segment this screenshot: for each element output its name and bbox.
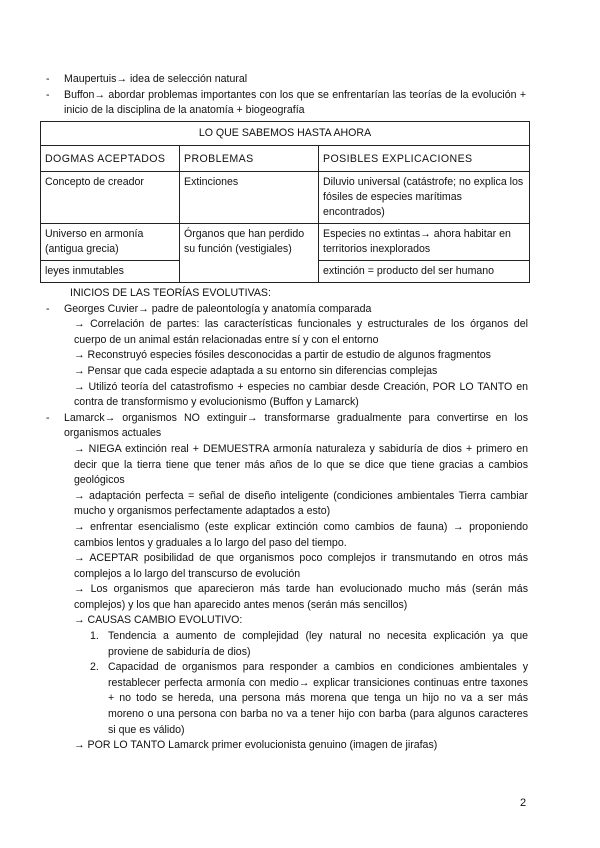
lamarck-point: → enfrentar esencialismo (este explicar extinción como cambios de fauna) → proponiendo cambios lentos y graduales a lo largo del paso del tiempo. [74, 520, 528, 549]
cuvier-point: → Reconstruyó especies fósiles desconocidas a partir de estudio de algunos fragmentos [74, 349, 491, 362]
table-header-row [41, 146, 530, 172]
table-cell: Especies no extintas→ ahora habitar en territorios inexplorados [319, 224, 530, 261]
bullet-cuvier [46, 302, 528, 318]
table-title: LO QUE SABEMOS HASTA AHORA [41, 122, 530, 146]
intro-bullet-list [46, 72, 526, 119]
causes-list [46, 629, 528, 738]
bullet-heading: Lamarck→ organismos NO extinguir→ transformarse gradualmente para convertirse en los organismos actuales [64, 411, 528, 440]
bullet-heading: Georges Cuvier→ padre de paleontología y anatomía comparada [64, 302, 372, 315]
table-row [41, 224, 530, 261]
page-number: 2 [520, 797, 527, 809]
section-title: INICIOS DE LAS TEORÍAS EVOLUTIVAS: [70, 287, 271, 299]
table-cell: Extinciones [180, 172, 319, 224]
table-cell: leyes inmutables [41, 261, 180, 283]
table-cell: Universo en armonía (antigua grecia) [41, 224, 180, 261]
bullet-marker: - [46, 302, 50, 315]
cuvier-point: → Utilizó teoría del catastrofismo + especies no cambiar desde Creación, POR LO TANTO en contra de transformismo y evolucionismo (Buffon y Lamarck) [74, 380, 528, 409]
lamarck-point: → CAUSAS CAMBIO EVOLUTIVO: [74, 614, 243, 627]
lamarck-point: → adaptación perfecta = señal de diseño inteligente (condiciones ambientales Tierra cambiar mucho y organismos perfectamente adaptados a esto) [74, 489, 528, 518]
cuvier-point: → Pensar que cada especie adaptada a su entorno sin diferencias complejas [74, 364, 438, 377]
table-row [41, 172, 530, 224]
header-dogmas: DOGMAS ACEPTADOS [41, 146, 180, 172]
knowledge-table [40, 121, 530, 283]
header-problemas: PROBLEMAS [180, 146, 319, 172]
bullet-buffon [46, 88, 526, 119]
list-number: 1. [90, 630, 99, 643]
table-cell: extinción = producto del ser humano [319, 261, 530, 283]
list-text: Tendencia a aumento de complejidad (ley natural no necesita explicación ya que proviene de sabiduría de dios) [108, 630, 528, 658]
lamarck-conclusion: → POR LO TANTO Lamarck primer evolucionista genuino (imagen de jirafas) [74, 739, 438, 752]
bullet-text: Maupertuis→ idea de selección natural [64, 73, 248, 85]
table-title-row [41, 122, 530, 146]
list-item [46, 660, 528, 738]
bullet-lamarck [46, 411, 528, 442]
bullet-marker: - [46, 88, 50, 101]
bullet-marker: - [46, 73, 50, 85]
list-text: Capacidad de organismos para responder a cambios en condiciones ambientales y restablecer perfecta armonía con medio→ explicar transiciones continuas entre taxones + no todo se hereda, una persona más morena que tenga un hijo no va a ser más moreno o una persona con barba no va a tener hijo con barba (para algunos caracteres si que es válido) [108, 661, 528, 736]
cuvier-point: → Correlación de partes: las características funcionales y estructurales de los órganos del cuerpo de un animal están relacionadas entre sí y con el entorno [74, 318, 528, 346]
table-cell: Diluvio universal (catástrofe; no explica los fósiles de especies marítimas encontrados) [319, 172, 530, 224]
lamarck-point: → NIEGA extinción real + DEMUESTRA armonía naturaleza y sabiduría de dios + primero en decir que la tierra tiene que tener más años de lo que se dice que tiene gracias a cambios geológicos [74, 442, 528, 487]
lamarck-point: → Los organismos que aparecieron más tarde han evolucionado mucho más (serán más complejos) y los que han aparecido antes menos (serán más sencillos) [74, 583, 528, 611]
list-number: 2. [90, 661, 99, 674]
bullet-maupertuis [46, 72, 526, 88]
lamarck-point: → ACEPTAR posibilidad de que organismos poco complejos ir transmutando en otros más complejos a lo largo del transcurso de evolución [74, 552, 528, 580]
bullet-text: Buffon→ abordar problemas importantes con los que se enfrentarían las teorías de la evolución + inicio de la disciplina de la anatomía + biogeografía [64, 88, 526, 117]
table-cell: Órganos que han perdido su función (vestigiales) [180, 224, 319, 283]
table-cell: Concepto de creador [41, 172, 180, 224]
evolution-theories-section [46, 286, 528, 754]
bullet-marker: - [46, 411, 50, 424]
list-item [46, 629, 528, 660]
header-explicaciones: POSIBLES EXPLICACIONES [319, 146, 530, 172]
